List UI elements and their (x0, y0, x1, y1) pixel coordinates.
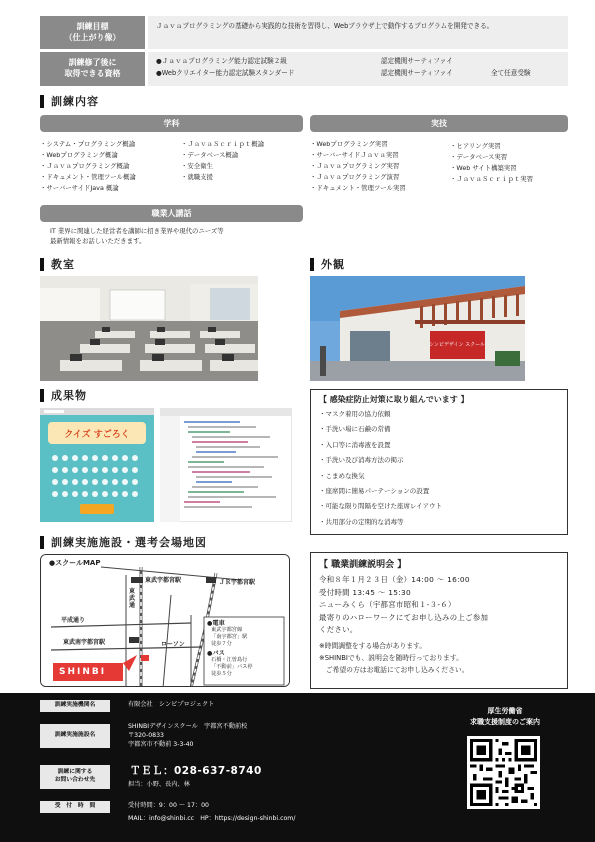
exterior-photo (310, 276, 525, 381)
briefing-lines: 令和８年１月２３日（金）14:00 ～ 16:00 受付時間 13:45 ～ 15:30 ニューみくら（宇都宮市昭和１-３-６） 最寄りのハローワークにてお申し込みの上ご参加 ください。 (319, 575, 489, 634)
briefing-notes: ※時間調整をする場合があります。 ※SHINBIでも、説明会を随時行っております。 ご希望の方はお電話にてお申し込みください。 (319, 641, 469, 674)
school-map-label: ●スクールMAP (49, 559, 101, 567)
training-title: 訓練内容 (40, 95, 99, 108)
game-title: クイズ すごろく (64, 430, 130, 440)
jitsugi-pill: 実技 (310, 115, 568, 132)
qual-row-2: ●Webクリエイター能力認定試験スタンダード 認定機関サーティファイ 全て任意受験 (156, 69, 531, 78)
bus-label: ●バス (207, 650, 225, 657)
facility-label: 訓練実施施設名 (40, 724, 110, 748)
map-title: 訓練実施施設・選考会場地図 (40, 536, 207, 549)
exterior-title: 外観 (310, 258, 345, 271)
gakka-pill: 学科 (40, 115, 303, 132)
facility-lines: SHINBIデザインスクール 宇都宮不動前校 〒320-0833 宇都宮市不動前 3-3-40 (128, 723, 248, 748)
tel[interactable]: ＴＥＬ：028-637-8740 (130, 765, 262, 777)
street-higashibu-label: 東武通 (129, 588, 136, 609)
org-label: 訓練実施機関名 (40, 700, 110, 712)
hours-label: 受 付 時 間 (40, 801, 110, 813)
lecture-pill: 職業人講話 (40, 205, 303, 222)
infection-box (310, 389, 568, 535)
station-jr-label: ＪＲ宇都宮駅 (219, 579, 256, 586)
gakka-col1: ・システム・プログラミング概論 ・Webプログラミング概論 ・Ｊａｖａプログラミング概論 ・ドキュメント・管理ツール概論 ・サーバーサイドJava 概論 (40, 140, 136, 192)
lecture-text: IT 業界に関連した経営者を講師に招き業界や現代のニーズ等 最新情報をお話しいただきます。 (50, 227, 224, 245)
infection-title: 【 感染症防止対策に取り組んでいます 】 (319, 395, 469, 404)
street-heisei-label: 平成通り (61, 617, 86, 624)
exterior-sign: シンビデザイン スクール (428, 342, 486, 348)
bus-text: 石橋・江曽島行 「不動前」バス停 徒歩５分 (211, 657, 253, 677)
classroom-title: 教室 (40, 258, 75, 271)
quals-label: 訓練修了後に 取得できる資格 (40, 52, 145, 86)
footer (0, 693, 595, 842)
train-label: ●電車 (207, 620, 225, 627)
quals-box (148, 52, 568, 86)
classroom-photo (40, 276, 258, 381)
train-text: 東武宇都宮線 「南宇都宮」駅 徒歩７分 (211, 627, 248, 647)
mail-hp[interactable]: MAIL：info@shinbi.cc HP：https://design-shinbi.com/ (128, 815, 296, 822)
game-screenshot (40, 408, 154, 522)
ministry-title: 厚生労働省 求職支援制度のご案内 (470, 707, 540, 726)
org-value: 有限会社 シンビプロジェクト (128, 701, 215, 708)
code-screenshot (160, 408, 292, 522)
gakka-col2: ・ＪａｖａＳｃｒｉｐｔ概論 ・データベース概論 ・安全衛生 ・就職支援 (181, 140, 265, 181)
infection-list: ・マスク着用の協力依頼 ・手洗い場に石鹸の常備 ・入口等に消毒液を設置 ・手洗い及び消毒方法の掲示 ・こまめな換気 ・座席間に簡易パーテーションの設置 ・可能な限り間隔を空けた座席レイアウト ・共用部分の定期的な消毒等 (319, 410, 442, 526)
access-info (207, 618, 283, 678)
briefing-title: 【 職業訓練説明会 】 (319, 560, 407, 570)
staff: 担当：小野、長内、林 (128, 781, 190, 788)
jitsugi-col2: ・ヒアリング実習 ・データベース実習 ・Web サイト構築実習 ・ＪａｖａＳｃｒｉｐｔ実習 (450, 142, 534, 183)
goal-label: 訓練目標 （仕上がり像） (40, 16, 145, 49)
lawson-label: ローソン (161, 641, 185, 648)
briefing-box (310, 552, 568, 689)
contact-label: 訓練に関する お問い合わせ先 (40, 765, 110, 789)
station-minami-label: 東武南宇都宮駅 (63, 639, 106, 646)
hours: 受付時間：9：00 ～ 17：00 (128, 802, 209, 809)
deliverables-title: 成果物 (40, 389, 87, 402)
school-map (40, 554, 290, 687)
goal-text: Ｊａｖａプログラミングの基礎から実践的な技術を習得し、Webブラウザ上で動作するプログラムを開発できる。 (148, 16, 568, 49)
qual-row-1: ●Ｊａｖａプログラミング能力認定試験２級 認定機関サーティファイ (156, 57, 453, 65)
jitsugi-col1: ・Webプログラミング実習 ・サーバーサイドＪａｖａ実習 ・Ｊａｖａプログラミング実習 ・Ｊａｖａプログラミング演習 ・ドキュメント・管理ツール実習 (310, 140, 406, 192)
shinbi-logo: SHINBI (59, 667, 107, 677)
station-higashibu-label: 東武宇都宮駅 (145, 577, 182, 584)
qr-code[interactable] (467, 736, 540, 809)
